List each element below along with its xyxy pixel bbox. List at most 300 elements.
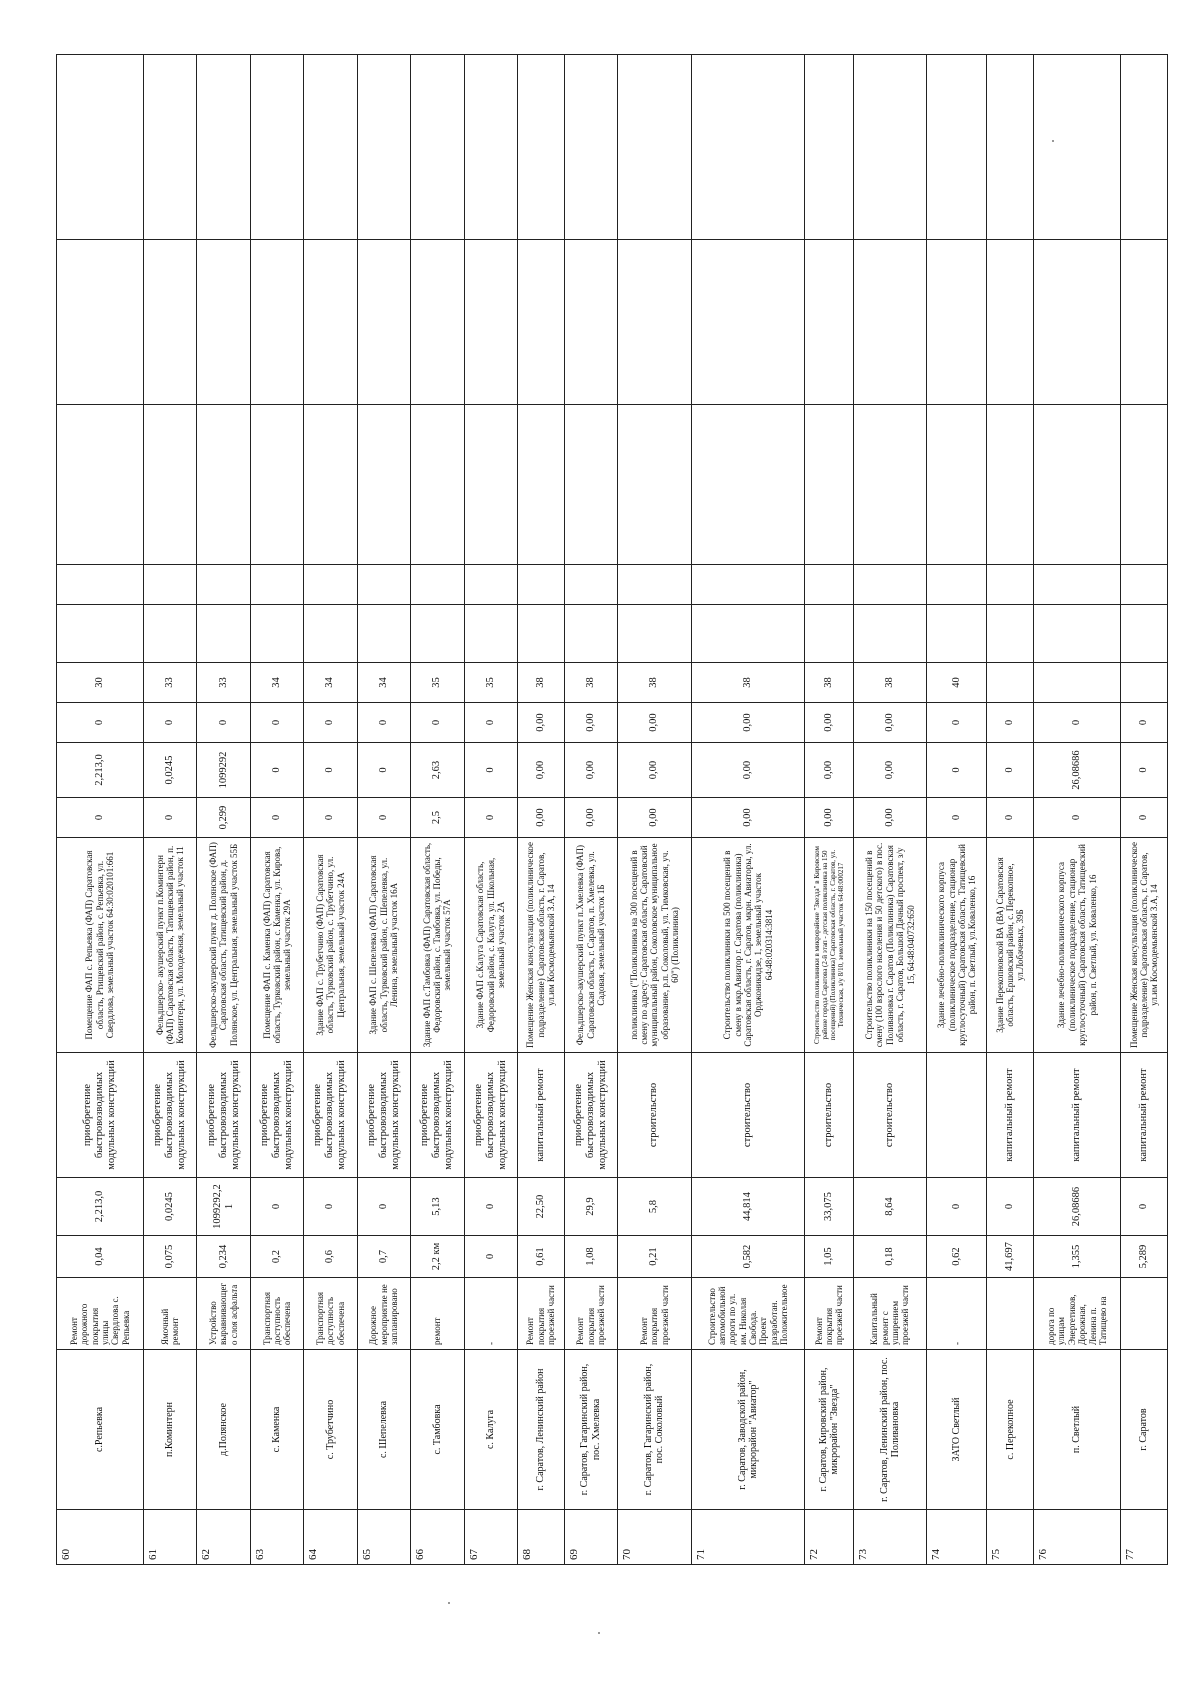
- value-col-1: 0: [1121, 798, 1168, 838]
- road-length: 0,7: [357, 1236, 410, 1278]
- facility-object-address: Фельдшерско-акушерский пункт д. Полянское (ФАП) Саратовская область, Татищевский район, д. Полянское, ул. Центральная, земельный участок 55Б: [197, 838, 250, 1053]
- table-row: [853, 55, 927, 1565]
- value-col-3: 0: [927, 703, 987, 743]
- facility-object-address: Строительство поликлиники в микрорайоне "Звезда" в Кировском районе города Саратова (2-й этап - детская поликлиника на 150 посещений) (Поликлиника) Саратовская область, г. Саратов, ул. Техническая, з/у 8/10, земельный участок 64:48:000217: [805, 838, 853, 1053]
- empty-cell: [853, 240, 927, 405]
- empty-cell: [927, 565, 987, 605]
- empty-cell: [1034, 405, 1121, 565]
- empty-cell: [304, 605, 357, 663]
- value-col-1: 0,00: [517, 798, 564, 838]
- empty-cell: [618, 405, 692, 565]
- empty-cell: [691, 605, 805, 663]
- value-col-2: 26,08686: [1034, 743, 1121, 798]
- row-number: 66: [411, 1510, 464, 1565]
- settlement-name: г. Саратов, Ленинский район: [517, 1350, 564, 1510]
- empty-cell: [304, 240, 357, 405]
- road-work-type: Устройство выравнивающего слоя асфальта: [197, 1278, 250, 1350]
- value-col-4: [987, 663, 1034, 703]
- value-col-4: [1034, 663, 1121, 703]
- value-col-3: 0: [143, 703, 196, 743]
- value-col-4: [1121, 663, 1168, 703]
- value-col-2: 0: [464, 743, 517, 798]
- rotated-table-wrapper: [56, 55, 1168, 1565]
- settlement-name: с. Шепелевка: [357, 1350, 410, 1510]
- value-col-3: 0: [464, 703, 517, 743]
- facility-object-address: Фельдшерско- акушерский пункт п.Коминтерн (ФАП) Саратовская область, Татищевский район, п. Коминтерн, ул. Молодежная, земельный участок 11: [143, 838, 196, 1053]
- road-cost: 0,0245: [143, 1178, 196, 1236]
- table-row: [143, 55, 196, 1565]
- empty-cell: [197, 55, 250, 240]
- empty-cell: [464, 605, 517, 663]
- row-number: 76: [1034, 1510, 1121, 1565]
- empty-cell: [517, 605, 564, 663]
- road-length: 0,234: [197, 1236, 250, 1278]
- value-col-2: 0,0245: [143, 743, 196, 798]
- facility-work-type: приобретение быстровозводимых модульных конструкций: [464, 1053, 517, 1178]
- road-length: 0,61: [517, 1236, 564, 1278]
- facility-object-address: Фельдшерско-акушерский пункт п.Хмелевка (ФАП) Саратовская область, г. Саратов, п. Хмелевка, ул. Садовая, земельный участок 1Б: [564, 838, 617, 1053]
- value-col-1: 0: [987, 798, 1034, 838]
- value-col-1: 0: [143, 798, 196, 838]
- empty-cell: [357, 405, 410, 565]
- facility-object-address: Помещение ФАП с. Репьевка (ФАП) Саратовская область, Ртищевский район, с. Репьевка, ул. Свердлова, земельный участок 64:30:020101:661: [57, 838, 144, 1053]
- empty-cell: [517, 565, 564, 605]
- road-cost: 1099292,21: [197, 1178, 250, 1236]
- facility-object-address: Помещение Женская консультация (поликлиническое подразделение) Саратовская область, г. Саратов, ул.им Космодемьянской З.А, 14: [517, 838, 564, 1053]
- empty-cell: [805, 565, 853, 605]
- road-length: 0,2: [250, 1236, 303, 1278]
- scan-speck: [1052, 140, 1054, 142]
- empty-cell: [691, 240, 805, 405]
- value-col-3: 0,00: [564, 703, 617, 743]
- value-col-3: 0: [357, 703, 410, 743]
- road-length: 0,04: [57, 1236, 144, 1278]
- value-col-1: 0,00: [691, 798, 805, 838]
- road-work-type: -: [927, 1278, 987, 1350]
- road-work-type: Ремонт покрытия проезжей части: [564, 1278, 617, 1350]
- scan-speck: [598, 1632, 600, 1634]
- table-row: [250, 55, 303, 1565]
- empty-cell: [143, 405, 196, 565]
- road-work-type: Ямочный ремонт: [143, 1278, 196, 1350]
- empty-cell: [618, 605, 692, 663]
- road-cost: 5,13: [411, 1178, 464, 1236]
- empty-cell: [411, 565, 464, 605]
- value-col-1: 2,5: [411, 798, 464, 838]
- facility-object-address: Строительство поликлиники на 150 посещений в смену (100 взрослого населения и 50 детского) в пос. Поливановка г. Саратов (Поликлиника) Саратовская область, г. Саратов, Большой Дачный проспект, з/у 15, 64:48:040732:650: [853, 838, 927, 1053]
- table-row: [805, 55, 853, 1565]
- value-col-1: 0: [304, 798, 357, 838]
- empty-cell: [691, 565, 805, 605]
- value-col-4: 30: [57, 663, 144, 703]
- table-row: [57, 55, 144, 1565]
- value-col-2: 0,00: [618, 743, 692, 798]
- empty-cell: [197, 405, 250, 565]
- value-col-1: 0,00: [618, 798, 692, 838]
- value-col-2: 0,00: [564, 743, 617, 798]
- empty-cell: [1121, 55, 1168, 240]
- facility-object-address: Строительство поликлиники на 500 посещений в смену в мкр.Авиатор г. Саратова (поликлиника) Саратовская область, г. Саратов, мкрн. Авиаторы, ул. Орджоникидзе, 1, земельный участок 64:48:020314:3814: [691, 838, 805, 1053]
- empty-cell: [517, 55, 564, 240]
- value-col-4: 34: [304, 663, 357, 703]
- value-col-2: 0: [304, 743, 357, 798]
- row-number: 64: [304, 1510, 357, 1565]
- empty-cell: [411, 405, 464, 565]
- road-work-type: [987, 1278, 1034, 1350]
- empty-cell: [304, 55, 357, 240]
- settlement-name: г. Саратов: [1121, 1350, 1168, 1510]
- road-length: 1,05: [805, 1236, 853, 1278]
- facility-work-type: приобретение быстровозводимых модульных конструкций: [304, 1053, 357, 1178]
- facility-work-type: капитальный ремонт: [987, 1053, 1034, 1178]
- empty-cell: [805, 240, 853, 405]
- empty-cell: [250, 55, 303, 240]
- settlement-name: п. Светлый: [1034, 1350, 1121, 1510]
- empty-cell: [57, 565, 144, 605]
- table-row: [357, 55, 410, 1565]
- facility-object-address: поликлиника ("Поликлиника на 300 посещений в смену по адресу: Саратовская область, Саратовский муниципальный район, Соколовское муниципальное образование, р.п. Соколовый, ул. Тимковская, уч. 60") (Поликлиника): [618, 838, 692, 1053]
- row-number: 68: [517, 1510, 564, 1565]
- settlement-name: г. Саратов, Гагаринский район, пос. Хмелевка: [564, 1350, 617, 1510]
- value-col-2: 0: [987, 743, 1034, 798]
- value-col-1: 0,00: [853, 798, 927, 838]
- empty-cell: [250, 405, 303, 565]
- value-col-3: 0: [987, 703, 1034, 743]
- empty-cell: [987, 55, 1034, 240]
- table-row: [987, 55, 1034, 1565]
- value-col-2: 2,63: [411, 743, 464, 798]
- settlement-name: г. Саратов, Заводской район, микрорайон "Авиатор": [691, 1350, 805, 1510]
- empty-cell: [618, 55, 692, 240]
- empty-cell: [464, 565, 517, 605]
- facility-work-type: приобретение быстровозводимых модульных конструкций: [57, 1053, 144, 1178]
- empty-cell: [143, 240, 196, 405]
- facility-object-address: Здание лечебно-поликлинического корпуса (поликлиническое подразделение, стационар круглосуточный) Саратовская область, Татищевский район, п. Светлый, ул.Коваленко, 16: [927, 838, 987, 1053]
- settlement-name: с. Каменка: [250, 1350, 303, 1510]
- empty-cell: [464, 55, 517, 240]
- empty-cell: [464, 405, 517, 565]
- value-col-2: 2,213,0: [57, 743, 144, 798]
- value-col-1: 0,00: [805, 798, 853, 838]
- value-col-1: 0: [927, 798, 987, 838]
- road-work-type: Транспортная доступность обеспечена: [304, 1278, 357, 1350]
- road-and-facility-table: [56, 54, 1168, 1565]
- empty-cell: [805, 605, 853, 663]
- empty-cell: [1034, 565, 1121, 605]
- value-col-4: 34: [250, 663, 303, 703]
- table-row: [927, 55, 987, 1565]
- empty-cell: [564, 55, 617, 240]
- road-length: 0,075: [143, 1236, 196, 1278]
- settlement-name: с.Репьевка: [57, 1350, 144, 1510]
- empty-cell: [143, 55, 196, 240]
- empty-cell: [853, 405, 927, 565]
- facility-work-type: приобретение быстровозводимых модульных конструкций: [357, 1053, 410, 1178]
- empty-cell: [357, 605, 410, 663]
- empty-cell: [927, 605, 987, 663]
- empty-cell: [1034, 605, 1121, 663]
- table-row: [1034, 55, 1121, 1565]
- road-work-type: Дорожное мероприятие не запланировано: [357, 1278, 410, 1350]
- empty-cell: [411, 240, 464, 405]
- row-number: 67: [464, 1510, 517, 1565]
- empty-cell: [805, 405, 853, 565]
- row-number: 75: [987, 1510, 1034, 1565]
- row-number: 73: [853, 1510, 927, 1565]
- settlement-name: п.Коминтерн: [143, 1350, 196, 1510]
- value-col-2: 0,00: [691, 743, 805, 798]
- value-col-2: 1099292: [197, 743, 250, 798]
- empty-cell: [411, 605, 464, 663]
- road-cost: 0: [464, 1178, 517, 1236]
- empty-cell: [1034, 55, 1121, 240]
- value-col-4: 33: [197, 663, 250, 703]
- value-col-3: 0: [304, 703, 357, 743]
- table-row: [304, 55, 357, 1565]
- value-col-3: 0: [57, 703, 144, 743]
- table-row: [618, 55, 692, 1565]
- empty-cell: [197, 605, 250, 663]
- empty-cell: [1121, 605, 1168, 663]
- row-number: 70: [618, 1510, 692, 1565]
- settlement-name: ЗАТО Светлый: [927, 1350, 987, 1510]
- empty-cell: [517, 405, 564, 565]
- value-col-2: 0,00: [853, 743, 927, 798]
- facility-work-type: капитальный ремонт: [1121, 1053, 1168, 1178]
- row-number: 77: [1121, 1510, 1168, 1565]
- empty-cell: [927, 240, 987, 405]
- empty-cell: [853, 565, 927, 605]
- empty-cell: [691, 55, 805, 240]
- table-row: [411, 55, 464, 1565]
- value-col-3: 0: [250, 703, 303, 743]
- road-cost: 8,64: [853, 1178, 927, 1236]
- empty-cell: [927, 405, 987, 565]
- road-work-type: Капитальный ремонт с уширением проезжей части: [853, 1278, 927, 1350]
- value-col-4: 40: [927, 663, 987, 703]
- value-col-3: 0,00: [853, 703, 927, 743]
- road-cost: 0: [1121, 1178, 1168, 1236]
- road-cost: 0: [304, 1178, 357, 1236]
- value-col-4: 38: [805, 663, 853, 703]
- road-work-type: Ремонт дорожного покрытия улицы Свердлова с. Репьевка: [57, 1278, 144, 1350]
- facility-work-type: строительство: [691, 1053, 805, 1178]
- empty-cell: [618, 565, 692, 605]
- empty-cell: [517, 240, 564, 405]
- facility-object-address: Помещение Женская консультация (поликлиническое подразделение) Саратовская область, г. Саратов, ул.им Космодемьянской З.А, 14: [1121, 838, 1168, 1053]
- empty-cell: [1121, 565, 1168, 605]
- settlement-name: г. Саратов, Гагаринский район, пос. Соколовый: [618, 1350, 692, 1510]
- empty-cell: [987, 240, 1034, 405]
- road-cost: 0: [250, 1178, 303, 1236]
- empty-cell: [987, 605, 1034, 663]
- empty-cell: [250, 605, 303, 663]
- value-col-3: 0,00: [618, 703, 692, 743]
- value-col-4: 34: [357, 663, 410, 703]
- value-col-4: 38: [564, 663, 617, 703]
- value-col-4: 38: [517, 663, 564, 703]
- table-row: [197, 55, 250, 1565]
- facility-work-type: приобретение быстровозводимых модульных конструкций: [197, 1053, 250, 1178]
- road-cost: 0: [927, 1178, 987, 1236]
- value-col-1: 0: [357, 798, 410, 838]
- table-row: [517, 55, 564, 1565]
- empty-cell: [250, 565, 303, 605]
- road-cost: 22,50: [517, 1178, 564, 1236]
- empty-cell: [853, 55, 927, 240]
- value-col-1: 0: [57, 798, 144, 838]
- empty-cell: [57, 240, 144, 405]
- facility-object-address: Здание лечебно-поликлинического корпуса (поликлиническое подразделение, стационар круглосуточный) Саратовская область, Татищевский район, п. Светлый, ул. Коваленко, 16: [1034, 838, 1121, 1053]
- value-col-3: 0: [197, 703, 250, 743]
- facility-work-type: приобретение быстровозводимых модульных конструкций: [250, 1053, 303, 1178]
- facility-object-address: Здание ФАП с.Тамбовка (ФАП) Саратовская область, Федоровский район, с. Тамбовка, ул. Победы, земельный участок 57А: [411, 838, 464, 1053]
- facility-work-type: строительство: [853, 1053, 927, 1178]
- road-work-type: -: [464, 1278, 517, 1350]
- value-col-1: 0,299: [197, 798, 250, 838]
- road-work-type: Ремонт покрытия проезжей части: [805, 1278, 853, 1350]
- value-col-2: 0: [1121, 743, 1168, 798]
- road-length: 0,582: [691, 1236, 805, 1278]
- empty-cell: [357, 565, 410, 605]
- empty-cell: [57, 405, 144, 565]
- road-work-type: Строительство автомобильной дороги по ул. им. Николая Свобода. Проект разработан. Положительное: [691, 1278, 805, 1350]
- road-cost: 29,9: [564, 1178, 617, 1236]
- road-work-type: Транспортная доступность обеспечена: [250, 1278, 303, 1350]
- road-cost: 0: [987, 1178, 1034, 1236]
- empty-cell: [57, 605, 144, 663]
- road-length: 0,21: [618, 1236, 692, 1278]
- empty-cell: [805, 55, 853, 240]
- value-col-3: 0,00: [691, 703, 805, 743]
- road-length: 0: [464, 1236, 517, 1278]
- facility-work-type: [927, 1053, 987, 1178]
- empty-cell: [304, 565, 357, 605]
- empty-cell: [564, 240, 617, 405]
- value-col-4: 33: [143, 663, 196, 703]
- empty-cell: [197, 240, 250, 405]
- road-length: 5,289: [1121, 1236, 1168, 1278]
- road-work-type: дорога по улицам Энергетиков, Дорожная, Ленина п. Татищево на: [1034, 1278, 1121, 1350]
- empty-cell: [853, 605, 927, 663]
- road-cost: 5,8: [618, 1178, 692, 1236]
- value-col-4: 35: [411, 663, 464, 703]
- facility-work-type: капитальный ремонт: [517, 1053, 564, 1178]
- road-cost: 0: [357, 1178, 410, 1236]
- value-col-3: 0,00: [805, 703, 853, 743]
- value-col-1: 0: [1034, 798, 1121, 838]
- value-col-2: 0: [250, 743, 303, 798]
- row-number: 63: [250, 1510, 303, 1565]
- value-col-3: 0: [1121, 703, 1168, 743]
- value-col-4: 38: [853, 663, 927, 703]
- row-number: 71: [691, 1510, 805, 1565]
- settlement-name: с. Перекопное: [987, 1350, 1034, 1510]
- road-work-type: [1121, 1278, 1168, 1350]
- empty-cell: [691, 405, 805, 565]
- empty-cell: [927, 55, 987, 240]
- facility-object-address: Здание ФАП с. Шепелевка (ФАП) Саратовская область, Турковский район, с. Шепелевка, ул. Ленина, земельный участок 16А: [357, 838, 410, 1053]
- value-col-1: 0,00: [564, 798, 617, 838]
- row-number: 62: [197, 1510, 250, 1565]
- settlement-name: д.Полянское: [197, 1350, 250, 1510]
- row-number: 61: [143, 1510, 196, 1565]
- value-col-4: 38: [691, 663, 805, 703]
- road-length: 0,6: [304, 1236, 357, 1278]
- facility-object-address: Здание ФАП с. Трубетчино (ФАП) Саратовская область, Турковский район, с. Трубетчино, ул. Центральная, земельный участок 24А: [304, 838, 357, 1053]
- empty-cell: [197, 565, 250, 605]
- value-col-3: 0: [411, 703, 464, 743]
- road-work-type: Ремонт покрытия проезжей части: [517, 1278, 564, 1350]
- empty-cell: [987, 565, 1034, 605]
- value-col-2: 0: [357, 743, 410, 798]
- empty-cell: [618, 240, 692, 405]
- row-number: 65: [357, 1510, 410, 1565]
- facility-work-type: строительство: [618, 1053, 692, 1178]
- table-row: [464, 55, 517, 1565]
- road-work-type: Ремонт покрытия проезжей части: [618, 1278, 692, 1350]
- table-row: [564, 55, 617, 1565]
- settlement-name: с. Калуга: [464, 1350, 517, 1510]
- road-cost: 33,075: [805, 1178, 853, 1236]
- table-row: [691, 55, 805, 1565]
- settlement-name: г. Саратов, Кировский район, микрорайон "Звезда": [805, 1350, 853, 1510]
- empty-cell: [304, 405, 357, 565]
- empty-cell: [1034, 240, 1121, 405]
- value-col-3: 0: [1034, 703, 1121, 743]
- empty-cell: [1121, 405, 1168, 565]
- road-length: 0,62: [927, 1236, 987, 1278]
- value-col-2: 0,00: [517, 743, 564, 798]
- settlement-name: г. Саратов, Ленинский район, пос. Поливановка: [853, 1350, 927, 1510]
- empty-cell: [250, 240, 303, 405]
- empty-cell: [564, 565, 617, 605]
- row-number: 72: [805, 1510, 853, 1565]
- value-col-4: 38: [618, 663, 692, 703]
- value-col-3: 0,00: [517, 703, 564, 743]
- road-cost: 2,213,0: [57, 1178, 144, 1236]
- table-row: [1121, 55, 1168, 1565]
- empty-cell: [1121, 240, 1168, 405]
- row-number: 69: [564, 1510, 617, 1565]
- facility-object-address: Помещение ФАП с. Каменка (ФАП) Саратовская область, Турковский район, с. Каменка, ул. Кирова, земельный участок 29А: [250, 838, 303, 1053]
- road-length: 2,2 км: [411, 1236, 464, 1278]
- road-cost: 44,814: [691, 1178, 805, 1236]
- value-col-4: 35: [464, 663, 517, 703]
- empty-cell: [987, 405, 1034, 565]
- facility-work-type: приобретение быстровозводимых модульных конструкций: [411, 1053, 464, 1178]
- facility-object-address: Здание Перекопновской ВА (ВА) Саратовская область, Ершовский район, с. Перекопное, ул.Лобачевых, 39Б: [987, 838, 1034, 1053]
- empty-cell: [411, 55, 464, 240]
- value-col-1: 0: [464, 798, 517, 838]
- value-col-2: 0,00: [805, 743, 853, 798]
- facility-work-type: строительство: [805, 1053, 853, 1178]
- row-number: 74: [927, 1510, 987, 1565]
- facility-work-type: приобретение быстровозводимых модульных конструкций: [564, 1053, 617, 1178]
- value-col-2: 0: [927, 743, 987, 798]
- empty-cell: [357, 55, 410, 240]
- row-number: 60: [57, 1510, 144, 1565]
- facility-object-address: Здание ФАП с.Калуга Саратовская область, Федоровский район, с. Калуга, ул. Школьная, земельный участок 2А: [464, 838, 517, 1053]
- road-work-type: ремонт: [411, 1278, 464, 1350]
- empty-cell: [357, 240, 410, 405]
- road-length: 41,697: [987, 1236, 1034, 1278]
- facility-work-type: капитальный ремонт: [1034, 1053, 1121, 1178]
- empty-cell: [564, 605, 617, 663]
- road-length: 0,18: [853, 1236, 927, 1278]
- empty-cell: [464, 240, 517, 405]
- empty-cell: [143, 605, 196, 663]
